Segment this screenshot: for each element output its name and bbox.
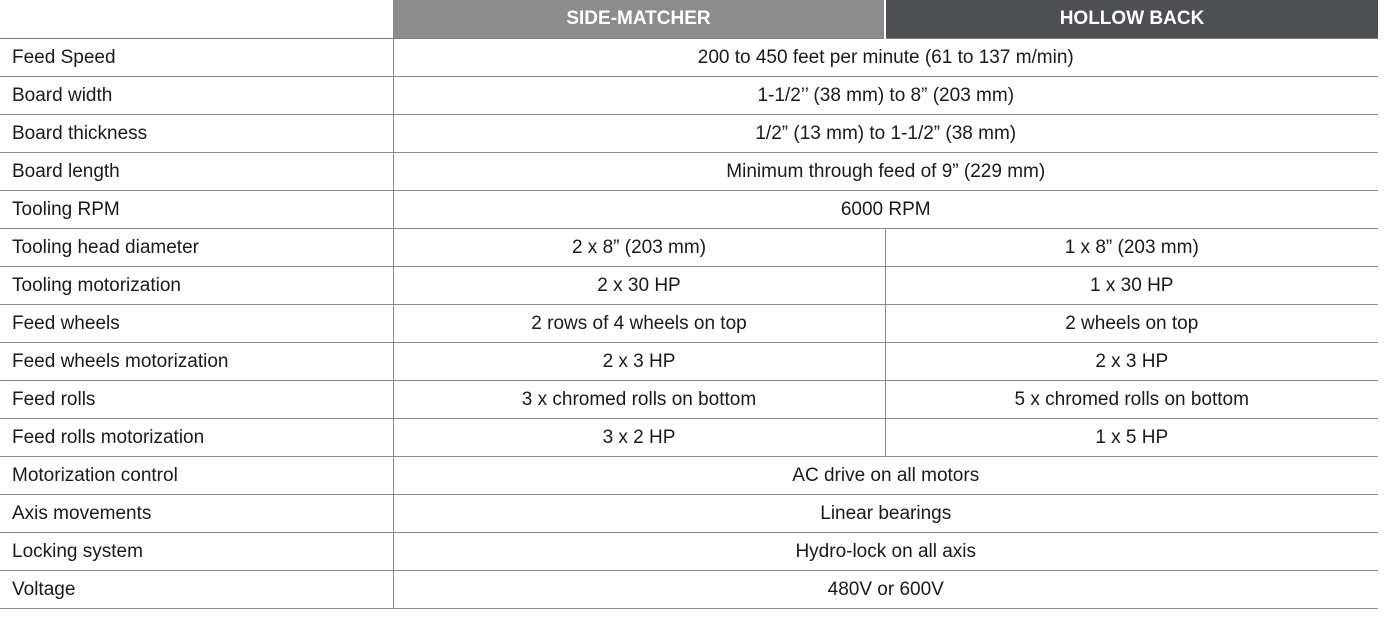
- table-row: [0, 457, 1378, 495]
- row-label: Feed wheels: [0, 305, 393, 343]
- row-label: Motorization control: [0, 457, 393, 495]
- row-label: Board thickness: [0, 115, 393, 153]
- table-row: [0, 343, 1378, 381]
- row-value-shared: AC drive on all motors: [393, 457, 1378, 495]
- row-label: Board length: [0, 153, 393, 191]
- table-row: [0, 571, 1378, 609]
- row-value-hollow-back: 2 x 3 HP: [885, 343, 1378, 381]
- row-label: Feed Speed: [0, 39, 393, 77]
- row-value-shared: 480V or 600V: [393, 571, 1378, 609]
- header-side-matcher: SIDE-MATCHER: [393, 0, 885, 39]
- row-label: Feed wheels motorization: [0, 343, 393, 381]
- table-row: [0, 115, 1378, 153]
- row-value-hollow-back: 1 x 8” (203 mm): [885, 229, 1378, 267]
- row-value-shared: Linear bearings: [393, 495, 1378, 533]
- row-label: Tooling RPM: [0, 191, 393, 229]
- row-value-shared: 1-1/2’’ (38 mm) to 8” (203 mm): [393, 77, 1378, 115]
- table-row: [0, 267, 1378, 305]
- row-value-shared: Minimum through feed of 9” (229 mm): [393, 153, 1378, 191]
- table-row: [0, 533, 1378, 571]
- table-row: [0, 39, 1378, 77]
- row-value-side-matcher: 3 x 2 HP: [393, 419, 885, 457]
- table-row: [0, 419, 1378, 457]
- table-row: [0, 381, 1378, 419]
- row-label: Voltage: [0, 571, 393, 609]
- row-label: Feed rolls: [0, 381, 393, 419]
- table-row: [0, 495, 1378, 533]
- row-label: Feed rolls motorization: [0, 419, 393, 457]
- row-value-hollow-back: 1 x 30 HP: [885, 267, 1378, 305]
- table-row: [0, 191, 1378, 229]
- spec-table-body: [0, 39, 1378, 609]
- row-value-side-matcher: 2 rows of 4 wheels on top: [393, 305, 885, 343]
- row-label: Axis movements: [0, 495, 393, 533]
- row-value-side-matcher: 3 x chromed rolls on bottom: [393, 381, 885, 419]
- row-value-shared: Hydro-lock on all axis: [393, 533, 1378, 571]
- row-label: Tooling head diameter: [0, 229, 393, 267]
- row-value-hollow-back: 1 x 5 HP: [885, 419, 1378, 457]
- row-label: Tooling motorization: [0, 267, 393, 305]
- row-value-side-matcher: 2 x 3 HP: [393, 343, 885, 381]
- header-hollow-back: HOLLOW BACK: [885, 0, 1378, 39]
- row-value-hollow-back: 2 wheels on top: [885, 305, 1378, 343]
- row-value-shared: 1/2” (13 mm) to 1-1/2” (38 mm): [393, 115, 1378, 153]
- header-row: [0, 0, 1378, 39]
- header-blank-cell: [0, 0, 393, 39]
- row-value-shared: 200 to 450 feet per minute (61 to 137 m/min): [393, 39, 1378, 77]
- table-row: [0, 153, 1378, 191]
- table-row: [0, 305, 1378, 343]
- table-row: [0, 77, 1378, 115]
- spec-table-header: [0, 0, 1378, 39]
- row-value-hollow-back: 5 x chromed rolls on bottom: [885, 381, 1378, 419]
- row-label: Locking system: [0, 533, 393, 571]
- row-value-shared: 6000 RPM: [393, 191, 1378, 229]
- row-value-side-matcher: 2 x 8” (203 mm): [393, 229, 885, 267]
- row-value-side-matcher: 2 x 30 HP: [393, 267, 885, 305]
- table-row: [0, 229, 1378, 267]
- row-label: Board width: [0, 77, 393, 115]
